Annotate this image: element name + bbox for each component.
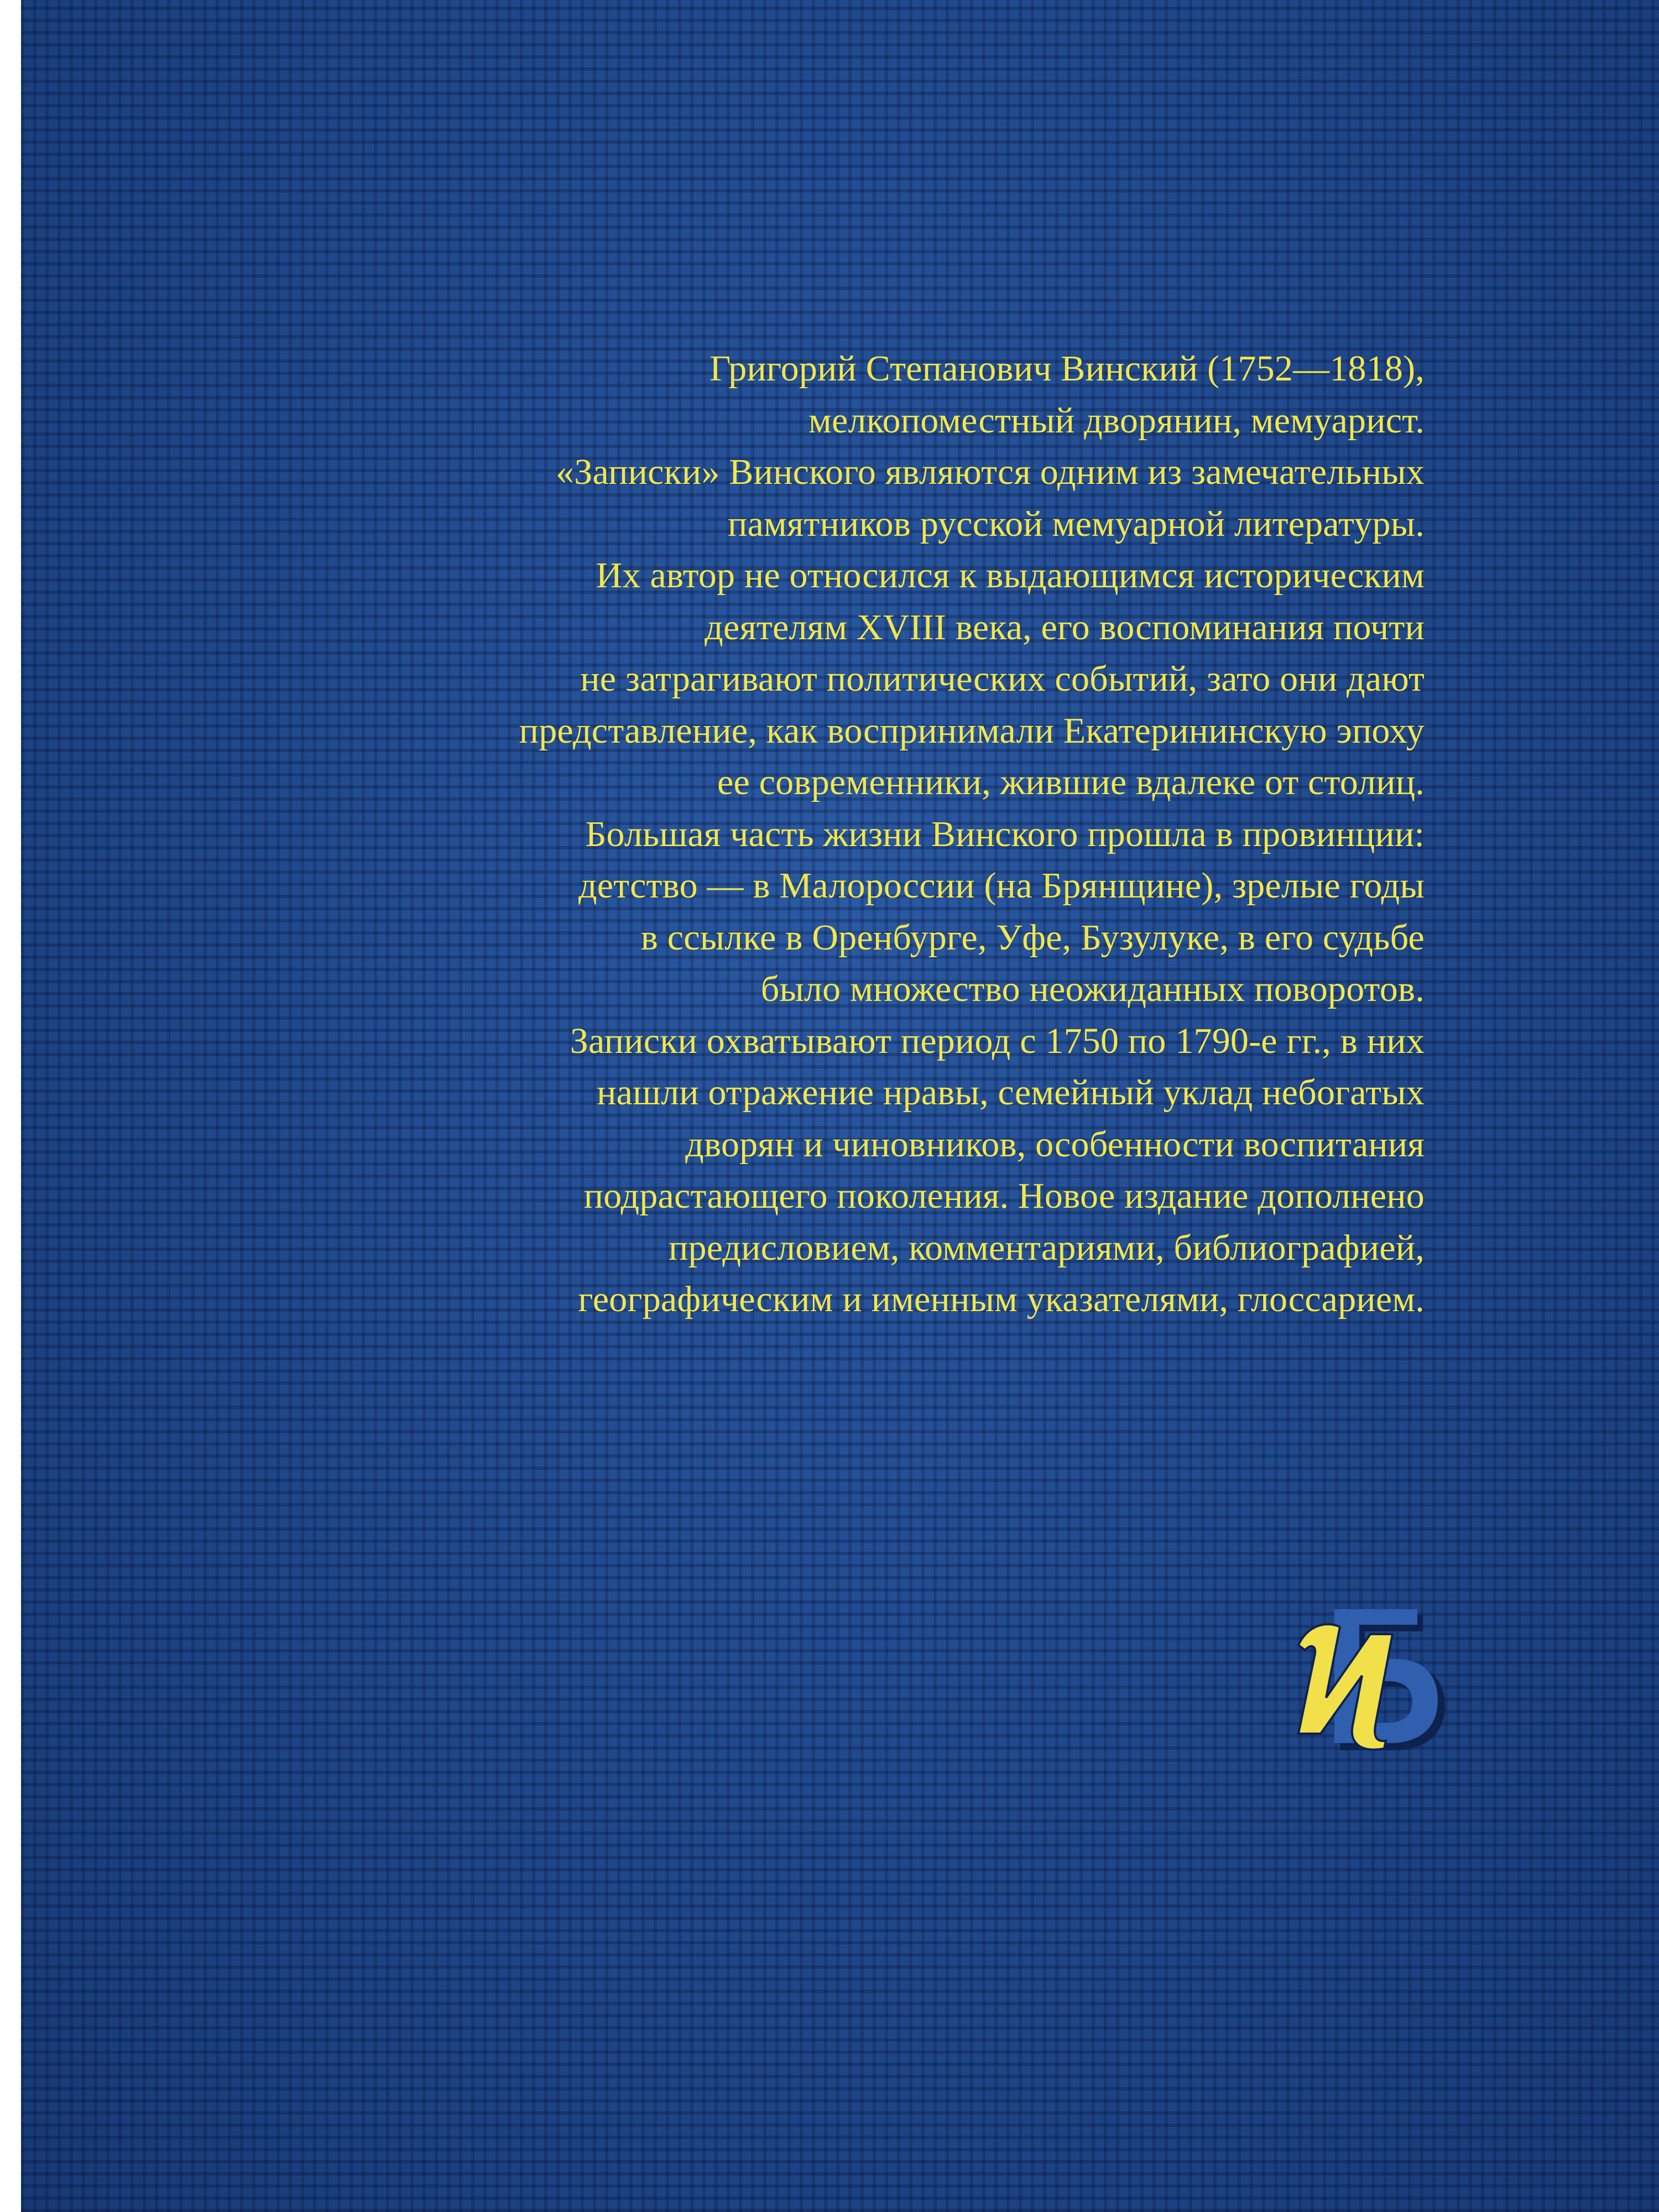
annotation-line: Записки охватывают период с 1750 по 1790-е гг., в них	[570, 1020, 1425, 1061]
annotation-line: мелкопоместный дворянин, мемуарист.	[808, 400, 1425, 441]
annotation-line: «Записки» Винского являются одним из замечательных	[556, 452, 1425, 492]
annotation-line: подрастающего поколения. Новое издание дополнено	[583, 1176, 1425, 1216]
annotation-line: дворян и чиновников, особенности воспитания	[685, 1124, 1425, 1165]
annotation-line: детство — в Малороссии (на Брянщине), зрелые годы	[578, 865, 1425, 906]
annotation-line: было множество неожиданных поворотов.	[760, 969, 1425, 1009]
annotation-line: Их автор не относился к выдающимся историческим	[596, 555, 1425, 596]
cover-background	[21, 0, 1659, 2212]
annotation-line: ее современники, жившие вдалеке от столиц.	[717, 762, 1425, 802]
annotation-line: деятелям XVIII века, его воспоминания почти	[705, 607, 1425, 648]
annotation-line: предисловием, комментариями, библиографией,	[669, 1227, 1425, 1268]
publisher-logo-icon	[1287, 1593, 1453, 1759]
annotation-line: Большая часть жизни Винского прошла в провинции:	[585, 813, 1425, 854]
annotation-line: не затрагивают политических событий, зато они дают	[580, 659, 1425, 699]
annotation-line: в ссылке в Оренбурге, Уфе, Бузулуке, в его судьбе	[640, 917, 1425, 958]
annotation-text	[319, 343, 1425, 1326]
annotation-line: географическим и именным указателями, глоссарием.	[578, 1279, 1425, 1319]
annotation-line: нашли отражение нравы, семейный уклад небогатых	[597, 1072, 1425, 1113]
annotation-line: представление, как воспринимали Екатерининскую эпоху	[519, 710, 1425, 751]
annotation-line: памятников русской мемуарной литературы.	[727, 503, 1425, 544]
annotation-line: Григорий Степанович Винский (1752—1818),	[709, 348, 1425, 389]
